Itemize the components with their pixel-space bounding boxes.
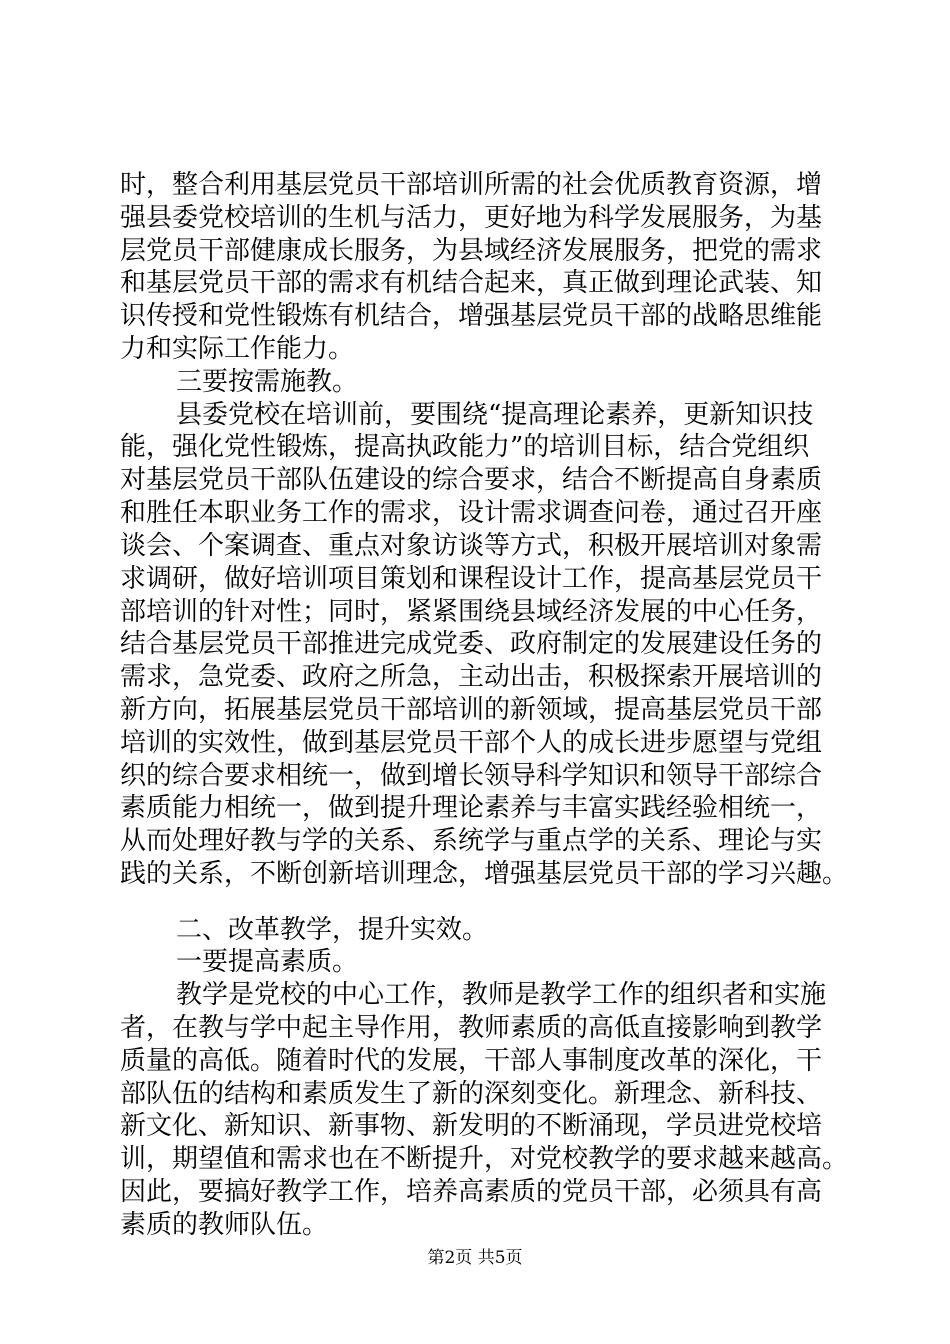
text-line: 时，整合利用基层党员干部培训所需的社会优质教育资源，增: [120, 170, 823, 200]
text-line: 素质能力相统一，做到提升理论素养与丰富实践经验相统一，: [120, 793, 823, 823]
text-line: 谈会、个案调查、重点对象访谈等方式，积极开展培训对象需: [120, 531, 823, 561]
text-line: 质量的高低。随着时代的发展，干部人事制度改革的深化，干: [120, 1046, 823, 1076]
text-line: 力和实际工作能力。: [120, 334, 355, 364]
text-line: 因此，要搞好教学工作，培养高素质的党员干部，必须具有高: [120, 1177, 823, 1207]
text-line: 和胜任本职业务工作的需求，设计需求调查问卷，通过召开座: [120, 498, 823, 528]
text-line: 和基层党员干部的需求有机结合起来，真正做到理论武装、知: [120, 268, 823, 298]
text-line: 结合基层党员干部推进完成党委、政府制定的发展建设任务的: [120, 629, 823, 659]
text-line: 培训的实效性，做到基层党员干部个人的成长进步愿望与党组: [120, 728, 823, 758]
text-line: 部队伍的结构和素质发生了新的深刻变化。新理念、新科技、: [120, 1079, 823, 1109]
page-footer: 第2页 共5页: [427, 1248, 523, 1268]
text-line: 践的关系，不断创新培训理念，增强基层党员干部的学习兴趣。: [120, 859, 849, 889]
text-line: 新文化、新知识、新事物、新发明的不断涌现，学员进党校培: [120, 1111, 823, 1141]
text-line: 织的综合要求相统一，做到增长领导科学知识和领导干部综合: [120, 761, 823, 791]
text-line: 者，在教与学中起主导作用，教师素质的高低直接影响到教学: [120, 1013, 823, 1043]
section-subheading: 一要提高素质。: [176, 947, 359, 977]
text-line: 求调研，做好培训项目策划和课程设计工作，提高基层党员干: [120, 564, 823, 594]
text-line: 能，强化党性锻炼，提高执政能力”的培训目标，结合党组织: [120, 432, 810, 462]
text-line: 训，期望值和需求也在不断提升，对党校教学的要求越来越高。: [120, 1144, 849, 1174]
section-heading: 二、改革教学，提升实效。: [176, 915, 489, 945]
text-line: 对基层党员干部队伍建设的综合要求，结合不断提高自身素质: [120, 465, 823, 495]
text-line: 教学是党校的中心工作，教师是教学工作的组织者和实施: [176, 980, 827, 1010]
text-line: 从而处理好教与学的关系、系统学与重点学的关系、理论与实: [120, 826, 823, 856]
text-line: 部培训的针对性；同时，紧紧围绕县域经济发展的中心任务，: [120, 597, 823, 627]
text-line: 识传授和党性锻炼有机结合，增强基层党员干部的战略思维能: [120, 301, 823, 331]
text-line: 层党员干部健康成长服务，为县域经济发展服务，把党的需求: [120, 236, 823, 266]
text-line: 新方向，拓展基层党员干部培训的新领域，提高基层党员干部: [120, 695, 823, 725]
text-line: 素质的教师队伍。: [120, 1210, 329, 1240]
text-line: 需求，急党委、政府之所急，主动出击，积极探索开展培训的: [120, 662, 823, 692]
section-subheading: 三要按需施教。: [176, 367, 359, 397]
text-line: 县委党校在培训前，要围绕“提高理论素养，更新知识技: [176, 400, 814, 430]
text-line: 强县委党校培训的生机与活力，更好地为科学发展服务，为基: [120, 203, 823, 233]
